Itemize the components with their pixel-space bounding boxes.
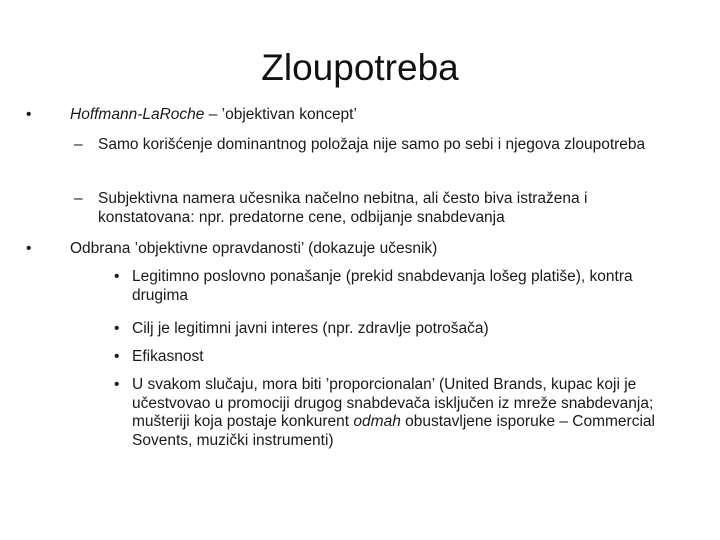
subbullet-proportionality: [114, 376, 659, 450]
bullet-marker: •: [26, 240, 32, 257]
subbullet-subjective-intent: [74, 190, 674, 227]
bullet-marker: •: [114, 348, 120, 365]
bullet-text: [70, 106, 686, 125]
bullet-hoffmann-laroche: [26, 106, 686, 125]
subbullet-text: Efikasnost: [132, 348, 204, 365]
dash-marker: –: [74, 136, 83, 153]
subbullet-text: Samo korišćenje dominantnog položaja nije samo po sebi i njegova zloupotreba: [98, 136, 646, 153]
subbullet-public-interest: [114, 320, 674, 339]
subbullet-text: Subjektivna namera učesnika načelno nebitna, ali često biva istražena i konstatovana: npr. predatorne cene, odbijanje snabdevanja: [98, 190, 588, 226]
bullet-objective-justification: [26, 240, 686, 259]
subbullet-text-part1: U svakom slučaju, mora biti ’proporcionalan’ (United Brands, kupac koji je učestvovao u promociji drugog snabdevača isključen iz mreže snabdevanja; mušteriji koja postaje konkurent: [132, 376, 654, 431]
subbullet-text: Cilj je legitimni javni interes (npr. zdravlje potrošača): [132, 320, 489, 337]
subbullet-text: [132, 376, 659, 450]
subbullet-efficiency: [114, 348, 674, 367]
slide-title: Zloupotreba: [261, 47, 459, 88]
emphasis-odmah: odmah: [353, 413, 401, 431]
bullet-marker: •: [114, 320, 120, 337]
subbullet-legitimate-conduct: [114, 268, 649, 305]
subbullet-text-part2: obustavljene isporuke – Commercial Sovents, muzički instrumenti): [132, 413, 655, 449]
subbullet-dominant-position: [74, 136, 659, 155]
bullet-text: Odbrana ’objektivne opravdanosti’ (dokazuje učesnik): [70, 240, 438, 257]
bullet-marker: •: [26, 106, 32, 123]
case-name: Hoffmann-LaRoche: [70, 106, 205, 123]
bullet-text-rest: – ’objektivan koncept’: [204, 106, 357, 123]
bullet-marker: •: [114, 376, 120, 393]
subbullet-text: Legitimno poslovno ponašanje (prekid snabdevanja lošeg platiše), kontra drugima: [132, 268, 633, 304]
dash-marker: –: [74, 190, 83, 207]
bullet-marker: •: [114, 268, 120, 285]
